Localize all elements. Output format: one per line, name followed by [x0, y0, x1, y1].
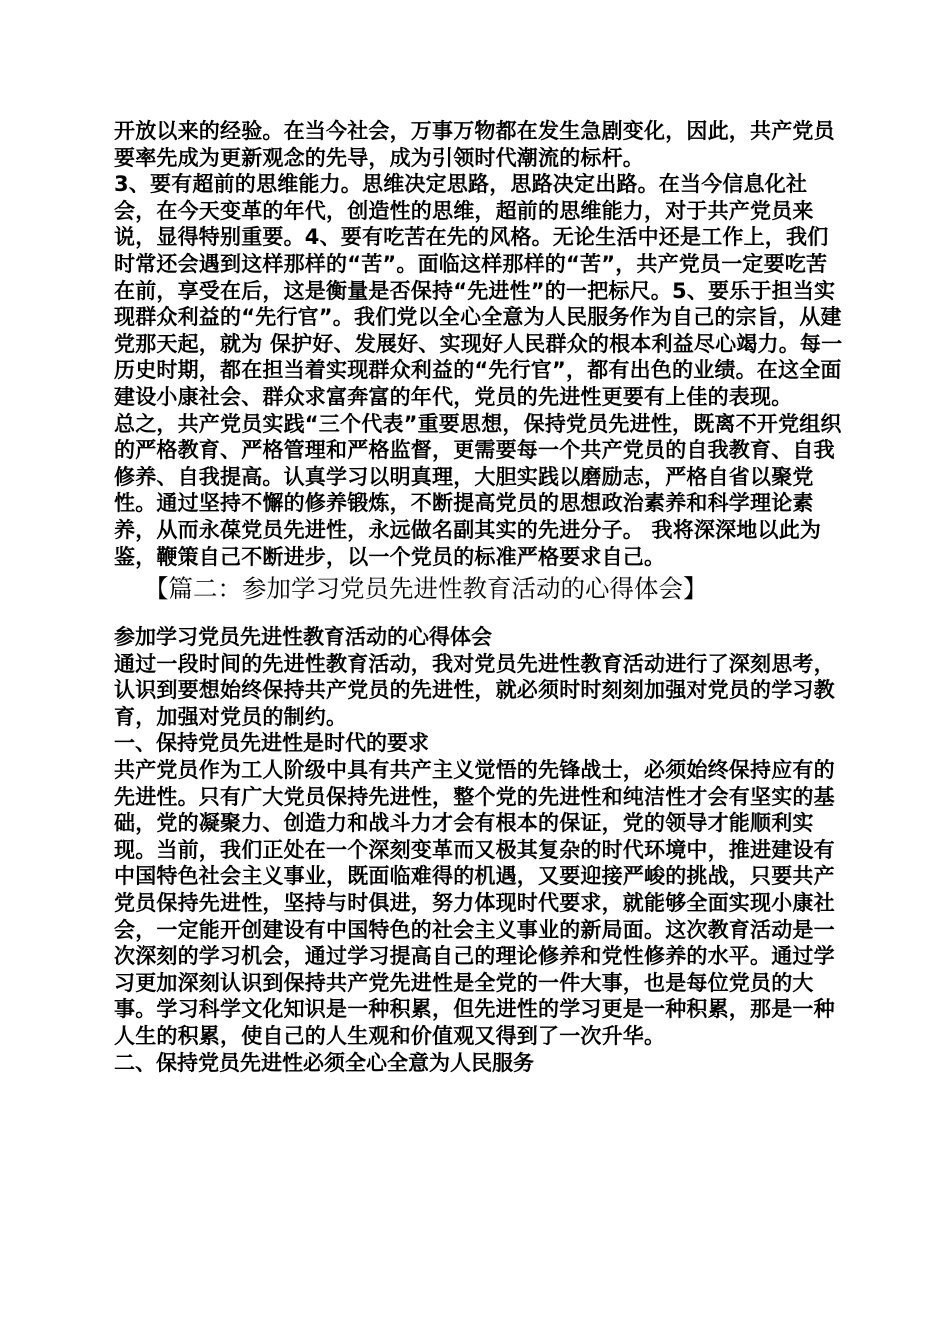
- article-subtitle: 参加学习党员先进性教育活动的心得体会: [114, 625, 492, 650]
- intro-paragraph: 通过一段时间的先进性教育活动，我对党员先进性教育活动进行了深刻思考，认识到要想始终保持共产党员的先进性，就必须时时刻刻加强对党员的学习教育，加强对党员的制约。: [114, 651, 835, 729]
- body-paragraph: 3、要有超前的思维能力。思维决定思路，思路决定出路。在当今信息化社会，在今天变革的年代，创造性的思维，超前的思维能力，对于共产党员来说，显得特别重要。4、要有吃苦在先的风格。无论生活中还是工作上，我们时常还会遇到这样那样的“苦”。面临这样那样的“苦”，共产党员一定要吃苦在前，享受在后，这是衡量是否保持“先进性”的一把标尺。5、要乐于担当实现群众利益的“先行官”。我们党以全心全意为人民服务作为自己的宗旨，从建党那天起，就为 保护好、发展好、实现好人民群众的根本利益尽心竭力。每一历史时期，都在担当着实现群众利益的“先行官”，都有出色的业绩。在这全面建设小康社会、群众求富奔富的年代，党员的先进性更要有上佳的表现。: [114, 172, 843, 409]
- section-title: 【篇二：参加学习党员先进性教育活动的心得体会】: [144, 574, 708, 604]
- body-paragraph: 总之，共产党员实践“三个代表”重要思想，保持党员先进性，既离不开党组织的严格教育、严格管理和严格监督，更需要每一个共产党员的自我教育、自我修养、自我提高。认真学习以明真理，大胆实践以磨励志，严格自省以聚党性。通过坚持不懈的修养锻炼，不断提高党员的思想政治素养和科学理论素养，从而永葆党员先进性，永远做名副其实的先进分子。 我将深深地以此为鉴，鞭策自己不断进步，以一个党员的标准严格要求自己。: [114, 411, 842, 569]
- body-paragraph: 共产党员作为工人阶级中具有共产主义觉悟的先锋战士，必须始终保持应有的先进性。只有广大党员保持先进性，整个党的先进性和纯洁性才会有坚实的基础，党的凝聚力、创造力和战斗力才会有根本的保证，党的领导才能顺利实现。当前，我们正处在一个深刻变革而又极其复杂的时代环境中，推进建设有中国特色社会主义事业，既面临难得的机遇，又要迎接严峻的挑战，只要共产党员保持先进性，坚持与时俱进，努力体现时代要求，就能够全面实现小康社会，一定能开创建设有中国特色的社会主义事业的新局面。这次教育活动是一次深刻的学习机会，通过学习提高自己的理论修养和党性修养的水平。通过学习更加深刻认识到保持共产党先进性是全党的一件大事，也是每位党员的大事。学习科学文化知识是一种积累，但先进性的学习更是一种积累，那是一种人生的积累，使自己的人生观和价值观又得到了一次升华。: [114, 758, 835, 1048]
- section-heading: 二、保持党员先进性必须全心全意为人民服务: [114, 1050, 534, 1075]
- body-paragraph: 开放以来的经验。在当今社会，万事万物都在发生急剧变化，因此，共产党员要率先成为更新观念的先导，成为引领时代潮流的标杆。: [114, 119, 835, 170]
- document-page: [114, 118, 844, 1076]
- spacer: [114, 608, 844, 624]
- section-heading: 一、保持党员先进性是时代的要求: [114, 731, 429, 756]
